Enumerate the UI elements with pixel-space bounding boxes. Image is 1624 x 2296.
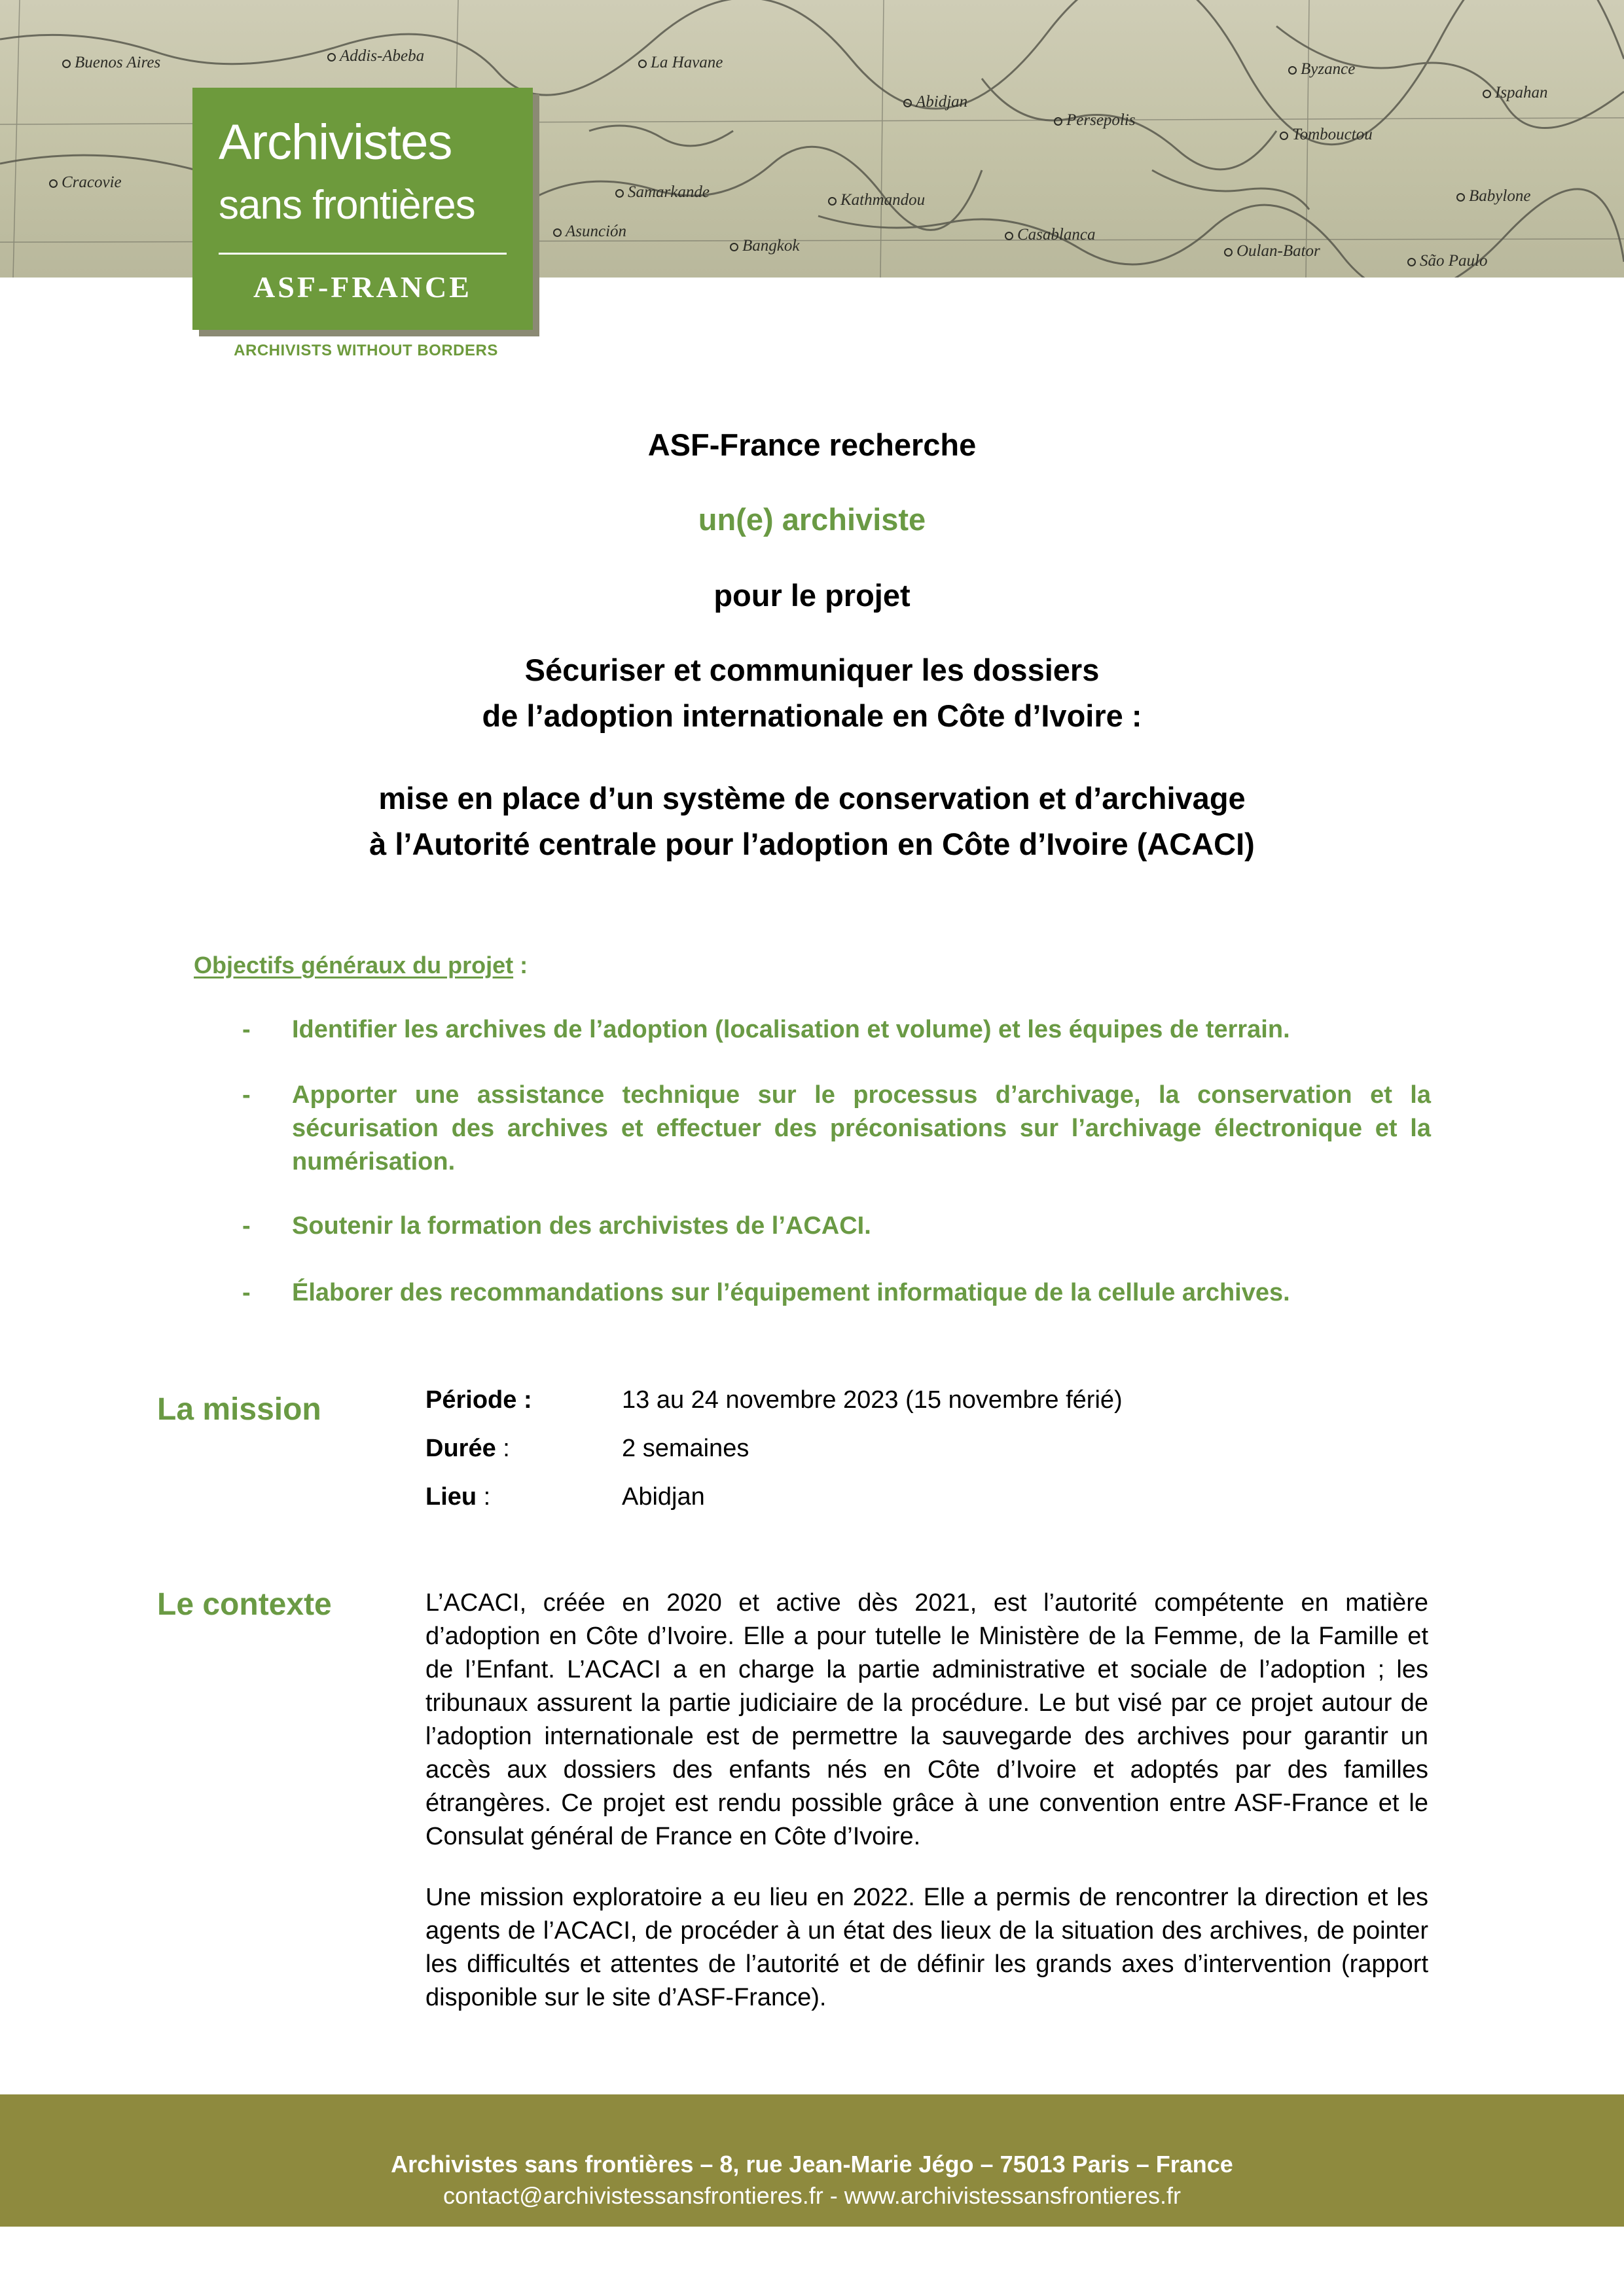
duration-label-suffix: : (496, 1435, 510, 1462)
map-label: Kathmandou (828, 191, 925, 209)
map-label: La Havane (638, 54, 723, 72)
place-label-suffix: : (477, 1483, 491, 1511)
map-label: Babylone (1456, 187, 1530, 206)
objectives-title-suffix: : (513, 952, 528, 978)
context-paragraph-2: Une mission exploratoire a eu lieu en 2022. Elle a permis de rencontrer la direction et les agents de l’ACACI, de procéder à un état des lieux de la situation des archives, de pointer les difficultés et attentes de l’autorité et de définir les grands axes d’intervention (rapport disponible sur le site d’ASF-France). (425, 1884, 1428, 2011)
map-label: Persepolis (1054, 111, 1136, 130)
map-label: Samarkande (615, 183, 710, 202)
map-label: Ispahan (1483, 84, 1548, 102)
bullet-dash: - (242, 1016, 251, 1043)
asf-logo (192, 88, 533, 330)
bullet-dash: - (242, 1212, 251, 1240)
logo-tagline: ARCHIVISTS WITHOUT BORDERS (234, 342, 498, 359)
map-label: Casablanca (1005, 226, 1095, 244)
place-label-text: Lieu (425, 1483, 477, 1511)
objective-text: Soutenir la formation des archivistes de l’ACACI. (292, 1212, 871, 1240)
objective-text: Apporter une assistance technique sur le processus d’archivage, la conservation et la sécurisation des archives et effectuer des préconisations sur l’archivage électronique et la numérisation. (292, 1081, 1431, 1175)
footer-address: Archivistes sans frontières – 8, rue Jean-Marie Jégo – 75013 Paris – France (391, 2151, 1233, 2178)
objective-text: Identifier les archives de l’adoption (localisation et volume) et les équipes de terrain. (292, 1016, 1290, 1043)
duration-label (425, 1435, 510, 1463)
objectives-title-text: Objectifs généraux du projet (194, 952, 514, 978)
project-subtitle-line-2: à l’Autorité centrale pour l’adoption en Côte d’Ivoire (ACACI) (369, 827, 1255, 861)
map-label: Cracovie (49, 173, 122, 192)
period-label: Période : (425, 1386, 532, 1414)
mission-title: La mission (157, 1392, 321, 1427)
map-label: São Paulo (1407, 252, 1487, 270)
project-subtitle-line-1: mise en place d’un système de conservation et d’archivage (378, 781, 1246, 816)
duration-value: 2 semaines (622, 1435, 749, 1462)
map-label: Addis-Abeba (327, 47, 424, 65)
map-label: Bangkok (730, 237, 799, 255)
objectives-title (194, 952, 528, 979)
map-label: Byzance (1288, 60, 1355, 79)
logo-line-2: sans frontières (219, 183, 475, 228)
period-value: 13 au 24 novembre 2023 (15 novembre férié) (622, 1386, 1123, 1414)
heading-line-3: pour le projet (713, 578, 911, 613)
footer (0, 2094, 1624, 2227)
project-title-line-1: Sécuriser et communiquer les dossiers (524, 653, 1100, 687)
place-value: Abidjan (622, 1483, 705, 1511)
map-label: Abidjan (903, 93, 967, 111)
map-label: Asunción (553, 223, 626, 241)
logo-divider (219, 253, 507, 255)
map-label: Buenos Aires (62, 54, 160, 72)
place-label (425, 1483, 490, 1511)
duration-label-text: Durée (425, 1435, 496, 1462)
map-label: Tombouctou (1280, 126, 1373, 144)
bullet-dash: - (242, 1081, 251, 1109)
heading-line-1: ASF-France recherche (647, 427, 977, 462)
context-title: Le contexte (157, 1587, 332, 1622)
logo-line-3: ASF-FRANCE (253, 270, 472, 304)
heading-line-2: un(e) archiviste (698, 502, 926, 537)
objective-text: Élaborer des recommandations sur l’équipement informatique de la cellule archives. (292, 1279, 1290, 1306)
map-label: Oulan-Bator (1224, 242, 1320, 260)
context-paragraph-1: L’ACACI, créée en 2020 et active dès 2021, est l’autorité compétente en matière d’adoption en Côte d’Ivoire. Elle a pour tutelle le Ministère de la Femme, de la Famille et de l’Enfant. L’ACACI a en charge la partie administrative et sociale de l’adoption ; les tribunaux assurent la partie judiciaire de la procédure. Le but visé par ce projet autour de l’adoption internationale est de permettre la sauvegarde des archives pour garantir un accès aux dossiers des enfants nés en Côte d’Ivoire et adoptés par des familles étrangères. Ce projet est rendu possible grâce à une convention entre ASF-France et le Consulat général de France en Côte d’Ivoire. (425, 1589, 1428, 1850)
bullet-dash: - (242, 1279, 251, 1306)
footer-contact: contact@archivistessansfrontieres.fr - www.archivistessansfrontieres.fr (443, 2182, 1181, 2209)
project-title-line-2: de l’adoption internationale en Côte d’Ivoire : (482, 698, 1142, 733)
logo-line-1: Archivistes (219, 115, 452, 170)
